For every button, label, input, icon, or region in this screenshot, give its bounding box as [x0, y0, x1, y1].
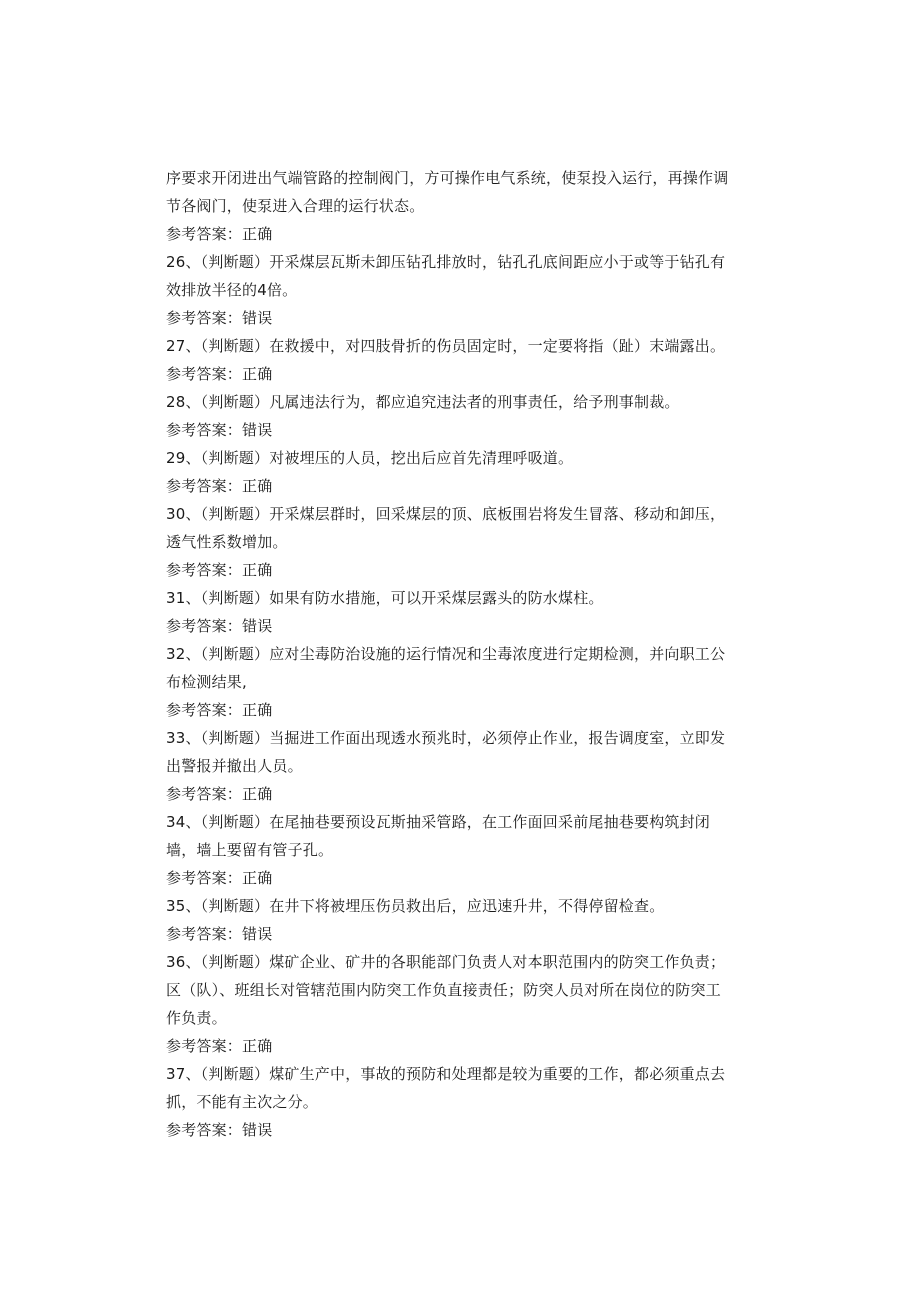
question-text: 32、（判断题）应对尘毒防治设施的运行情况和尘毒浓度进行定期检测，并向职工公	[166, 645, 726, 663]
question-32	[166, 640, 756, 724]
question-29	[166, 444, 756, 500]
question-26	[166, 248, 756, 332]
answer-line: 参考答案：正确	[166, 561, 273, 579]
continuation-line: 节各阀门，使泵进入合理的运行状态。	[166, 197, 425, 215]
question-31	[166, 584, 756, 640]
question-text: 效排放半径的4倍。	[166, 281, 298, 299]
answer-line: 参考答案：错误	[166, 617, 273, 635]
question-text: 墙，墙上要留有管子孔。	[166, 841, 334, 859]
question-33	[166, 724, 756, 808]
answer-line: 参考答案：正确	[166, 365, 273, 383]
answer-line: 参考答案：错误	[166, 925, 273, 943]
question-text: 28、（判断题）凡属违法行为，都应追究违法者的刑事责任，给予刑事制裁。	[166, 393, 680, 411]
question-text: 作负责。	[166, 1009, 227, 1027]
answer-line: 参考答案：错误	[166, 1121, 273, 1139]
answer-line: 参考答案：正确	[166, 701, 273, 719]
question-text: 布检测结果,	[166, 673, 247, 691]
answer-line: 参考答案：正确	[166, 1037, 273, 1055]
question-28	[166, 388, 756, 444]
question-27	[166, 332, 756, 388]
continuation-line: 序要求开闭进出气端管路的控制阀门，方可操作电气系统，使泵投入运行，再操作调	[166, 169, 729, 187]
question-text: 36、（判断题）煤矿企业、矿井的各职能部门负责人对本职范围内的防突工作负责；	[166, 953, 726, 971]
question-text: 出警报并撤出人员。	[166, 757, 303, 775]
question-34	[166, 808, 756, 892]
question-text: 透气性系数增加。	[166, 533, 288, 551]
question-text: 26、（判断题）开采煤层瓦斯未卸压钻孔排放时，钻孔孔底间距应小于或等于钻孔有	[166, 253, 726, 271]
question-35	[166, 892, 756, 948]
answer-line: 参考答案：错误	[166, 309, 273, 327]
question-text: 37、（判断题）煤矿生产中，事故的预防和处理都是较为重要的工作，都必须重点去	[166, 1065, 726, 1083]
question-text: 抓，不能有主次之分。	[166, 1093, 319, 1111]
answer-line: 参考答案：正确	[166, 477, 273, 495]
answer-line: 参考答案：正确	[166, 869, 273, 887]
answer-line: 参考答案：正确	[166, 785, 273, 803]
answer-line: 参考答案：正确	[166, 225, 273, 243]
continuation-block	[166, 164, 756, 248]
question-text: 30、（判断题）开采煤层群时，回采煤层的顶、底板围岩将发生冒落、移动和卸压，	[166, 505, 726, 523]
question-37	[166, 1060, 756, 1144]
question-text: 29、（判断题）对被埋压的人员，挖出后应首先清理呼吸道。	[166, 449, 574, 467]
question-text: 35、（判断题）在井下将被埋压伤员救出后，应迅速升井，不得停留检查。	[166, 897, 665, 915]
question-36	[166, 948, 756, 1060]
question-30	[166, 500, 756, 584]
question-text: 区（队）、班组长对管辖范围内防突工作负直接责任；防突人员对所在岗位的防突工	[166, 981, 721, 999]
question-text: 31、（判断题）如果有防水措施，可以开采煤层露头的防水煤柱。	[166, 589, 604, 607]
answer-line: 参考答案：错误	[166, 421, 273, 439]
document-page	[166, 164, 756, 1144]
question-text: 33、（判断题）当掘进工作面出现透水预兆时，必须停止作业，报告调度室，立即发	[166, 729, 726, 747]
question-text: 34、（判断题）在尾抽巷要预设瓦斯抽采管路，在工作面回采前尾抽巷要构筑封闭	[166, 813, 710, 831]
question-text: 27、（判断题）在救援中，对四肢骨折的伤员固定时，一定要将指（趾）末端露出。	[166, 337, 726, 355]
